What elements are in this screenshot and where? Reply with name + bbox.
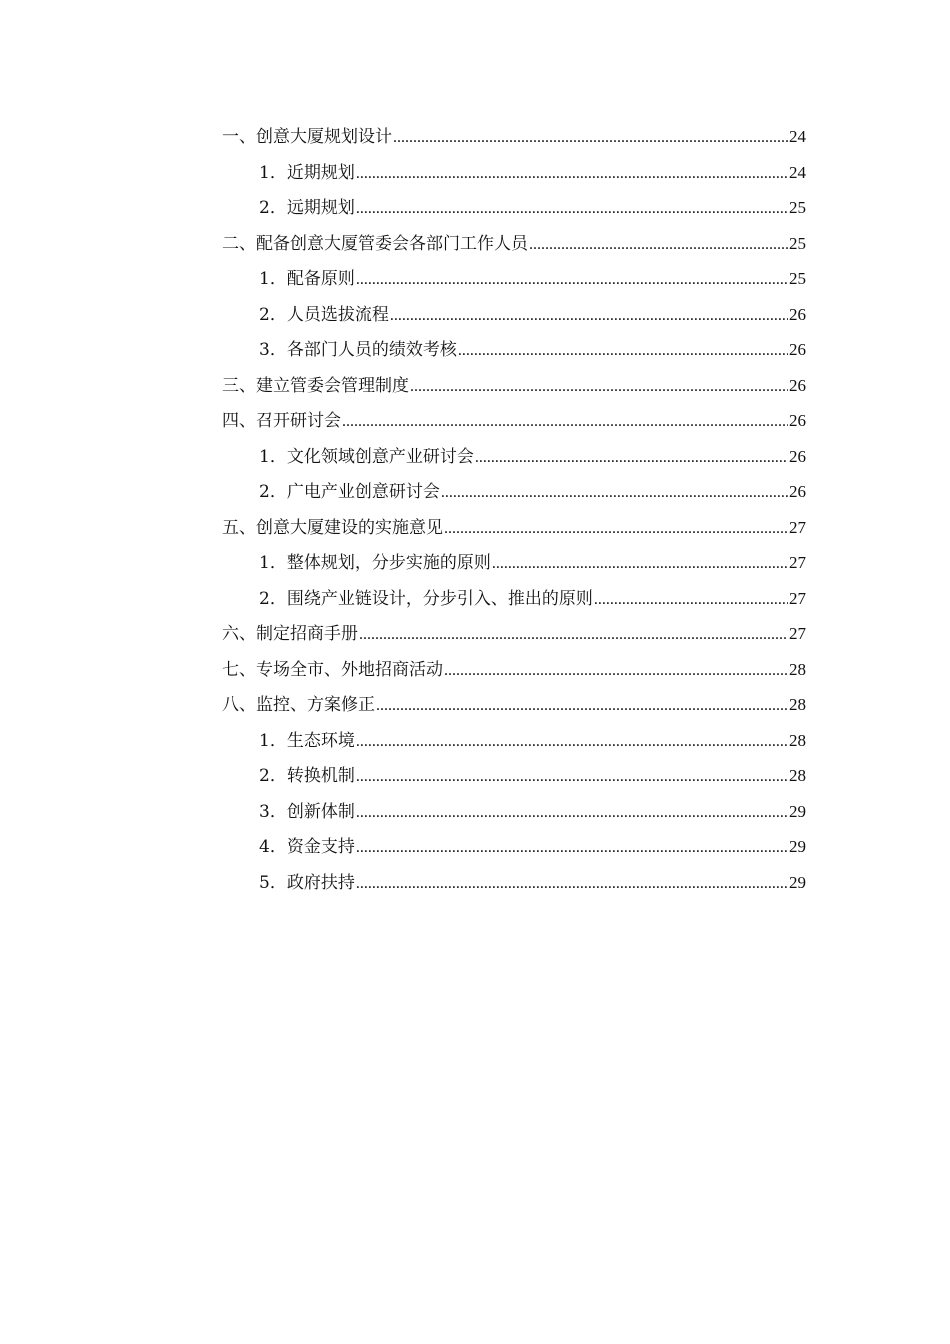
toc-section-entry[interactable] bbox=[222, 616, 806, 652]
toc-dot-leader bbox=[356, 866, 788, 902]
toc-subsection-entry[interactable] bbox=[222, 865, 806, 901]
toc-dot-leader bbox=[441, 475, 788, 511]
toc-entry-number: 2． bbox=[259, 766, 287, 786]
toc-dot-leader bbox=[444, 511, 788, 547]
toc-dot-leader bbox=[376, 688, 788, 724]
toc-entry-page-number: 28 bbox=[789, 659, 806, 679]
toc-entry-page-number: 24 bbox=[789, 162, 806, 182]
toc-entry-page-number: 28 bbox=[789, 766, 806, 785]
toc-dot-leader bbox=[475, 440, 788, 476]
toc-subsection-entry[interactable] bbox=[222, 829, 806, 865]
toc-entry-page-number: 25 bbox=[789, 269, 806, 288]
toc-dot-leader bbox=[529, 227, 788, 263]
toc-entry-page-number: 29 bbox=[789, 872, 806, 892]
toc-entry-title: 监控、方案修正 bbox=[256, 695, 375, 715]
toc-entry-page-number: 26 bbox=[789, 375, 806, 395]
toc-subsection-entry[interactable] bbox=[222, 261, 806, 297]
toc-section-entry[interactable] bbox=[222, 510, 806, 546]
toc-subsection-entry[interactable] bbox=[222, 332, 806, 368]
toc-subsection-entry[interactable] bbox=[222, 794, 806, 830]
toc-entry-number: 四、 bbox=[222, 411, 256, 431]
toc-entry-page-number: 26 bbox=[789, 446, 806, 466]
toc-entry-page-number: 26 bbox=[789, 411, 806, 430]
toc-entry-page-number: 27 bbox=[789, 553, 806, 572]
toc-entry-number: 二、 bbox=[222, 233, 256, 254]
toc-section-entry[interactable] bbox=[222, 226, 806, 262]
toc-entry-title: 文化领域创意产业研讨会 bbox=[286, 446, 474, 467]
toc-entry-number: 2． bbox=[259, 482, 287, 502]
toc-entry-title: 制定招商手册 bbox=[256, 624, 358, 644]
toc-entry-page-number: 29 bbox=[789, 801, 806, 821]
toc-entry-title: 近期规划 bbox=[286, 162, 355, 183]
toc-entry-number: 一、 bbox=[222, 127, 256, 147]
toc-subsection-entry[interactable] bbox=[222, 723, 806, 759]
toc-entry-title: 政府扶持 bbox=[286, 872, 355, 893]
toc-subsection-entry[interactable] bbox=[222, 155, 806, 191]
toc-dot-leader bbox=[458, 333, 788, 369]
toc-dot-leader bbox=[356, 724, 788, 760]
toc-entry-number: 1． bbox=[259, 553, 287, 573]
toc-entry-title: 创意大厦规划设计 bbox=[256, 127, 392, 147]
toc-entry-number: 1． bbox=[259, 162, 287, 183]
toc-dot-leader bbox=[444, 653, 788, 689]
toc-entry-number: 五、 bbox=[222, 517, 256, 538]
toc-entry-number: 5． bbox=[259, 872, 287, 893]
toc-dot-leader bbox=[356, 191, 788, 227]
toc-entry-number: 2． bbox=[259, 198, 287, 218]
toc-entry-number: 3． bbox=[259, 801, 287, 822]
toc-entry-title: 资金支持 bbox=[286, 837, 355, 857]
table-of-contents bbox=[222, 119, 806, 900]
toc-entry-number: 4． bbox=[259, 837, 287, 857]
toc-entry-number: 3． bbox=[259, 340, 287, 360]
toc-entry-title: 各部门人员的绩效考核 bbox=[286, 340, 457, 360]
toc-entry-page-number: 26 bbox=[789, 340, 806, 359]
toc-dot-leader bbox=[492, 546, 788, 582]
toc-entry-title: 广电产业创意研讨会 bbox=[286, 482, 440, 502]
toc-entry-title: 创新体制 bbox=[286, 801, 355, 822]
toc-dot-leader bbox=[356, 156, 788, 192]
toc-entry-number: 1． bbox=[259, 730, 287, 751]
toc-entry-page-number: 26 bbox=[789, 482, 806, 501]
toc-entry-page-number: 24 bbox=[789, 127, 806, 146]
toc-section-entry[interactable] bbox=[222, 403, 806, 439]
toc-entry-number: 七、 bbox=[222, 659, 256, 680]
toc-dot-leader bbox=[393, 120, 788, 156]
toc-dot-leader bbox=[342, 404, 788, 440]
toc-subsection-entry[interactable] bbox=[222, 297, 806, 333]
toc-entry-title: 专场全市、外地招商活动 bbox=[256, 659, 443, 680]
toc-entry-page-number: 28 bbox=[789, 695, 806, 714]
toc-subsection-entry[interactable] bbox=[222, 545, 806, 581]
toc-dot-leader bbox=[356, 262, 788, 298]
toc-entry-number: 六、 bbox=[222, 624, 256, 644]
toc-dot-leader bbox=[594, 582, 788, 618]
toc-dot-leader bbox=[356, 795, 788, 831]
toc-subsection-entry[interactable] bbox=[222, 474, 806, 510]
toc-dot-leader bbox=[410, 369, 788, 405]
toc-section-entry[interactable] bbox=[222, 368, 806, 404]
toc-entry-title: 配备创意大厦管委会各部门工作人员 bbox=[256, 233, 528, 254]
toc-entry-number: 八、 bbox=[222, 695, 256, 715]
toc-entry-title: 配备原则 bbox=[286, 269, 355, 289]
toc-entry-title: 整体规划，分步实施的原则 bbox=[286, 553, 491, 573]
toc-section-entry[interactable] bbox=[222, 687, 806, 723]
toc-dot-leader bbox=[356, 759, 788, 795]
toc-entry-number: 三、 bbox=[222, 375, 256, 396]
toc-entry-page-number: 27 bbox=[789, 624, 806, 643]
toc-entry-title: 人员选拔流程 bbox=[286, 304, 389, 325]
toc-subsection-entry[interactable] bbox=[222, 581, 806, 617]
toc-section-entry[interactable] bbox=[222, 119, 806, 155]
toc-entry-title: 建立管委会管理制度 bbox=[256, 375, 409, 396]
toc-section-entry[interactable] bbox=[222, 652, 806, 688]
toc-entry-page-number: 27 bbox=[789, 517, 806, 537]
toc-entry-number: 1． bbox=[259, 446, 287, 467]
toc-subsection-entry[interactable] bbox=[222, 439, 806, 475]
toc-entry-number: 2． bbox=[259, 304, 287, 325]
toc-subsection-entry[interactable] bbox=[222, 758, 806, 794]
toc-entry-number: 2． bbox=[259, 588, 287, 609]
toc-dot-leader bbox=[390, 298, 788, 334]
toc-dot-leader bbox=[356, 830, 788, 866]
toc-subsection-entry[interactable] bbox=[222, 190, 806, 226]
toc-entry-page-number: 29 bbox=[789, 837, 806, 856]
toc-entry-page-number: 27 bbox=[789, 588, 806, 608]
toc-entry-page-number: 26 bbox=[789, 304, 806, 324]
toc-entry-title: 围绕产业链设计，分步引入、推出的原则 bbox=[286, 588, 593, 609]
toc-entry-title: 远期规划 bbox=[286, 198, 355, 218]
toc-entry-title: 转换机制 bbox=[286, 766, 355, 786]
toc-entry-title: 生态环境 bbox=[286, 730, 355, 751]
toc-entry-page-number: 25 bbox=[789, 233, 806, 253]
toc-entry-page-number: 28 bbox=[789, 730, 806, 750]
toc-entry-number: 1． bbox=[259, 269, 287, 289]
toc-entry-title: 创意大厦建设的实施意见 bbox=[256, 517, 443, 538]
toc-entry-page-number: 25 bbox=[789, 198, 806, 217]
toc-dot-leader bbox=[359, 617, 788, 653]
toc-entry-title: 召开研讨会 bbox=[256, 411, 341, 431]
